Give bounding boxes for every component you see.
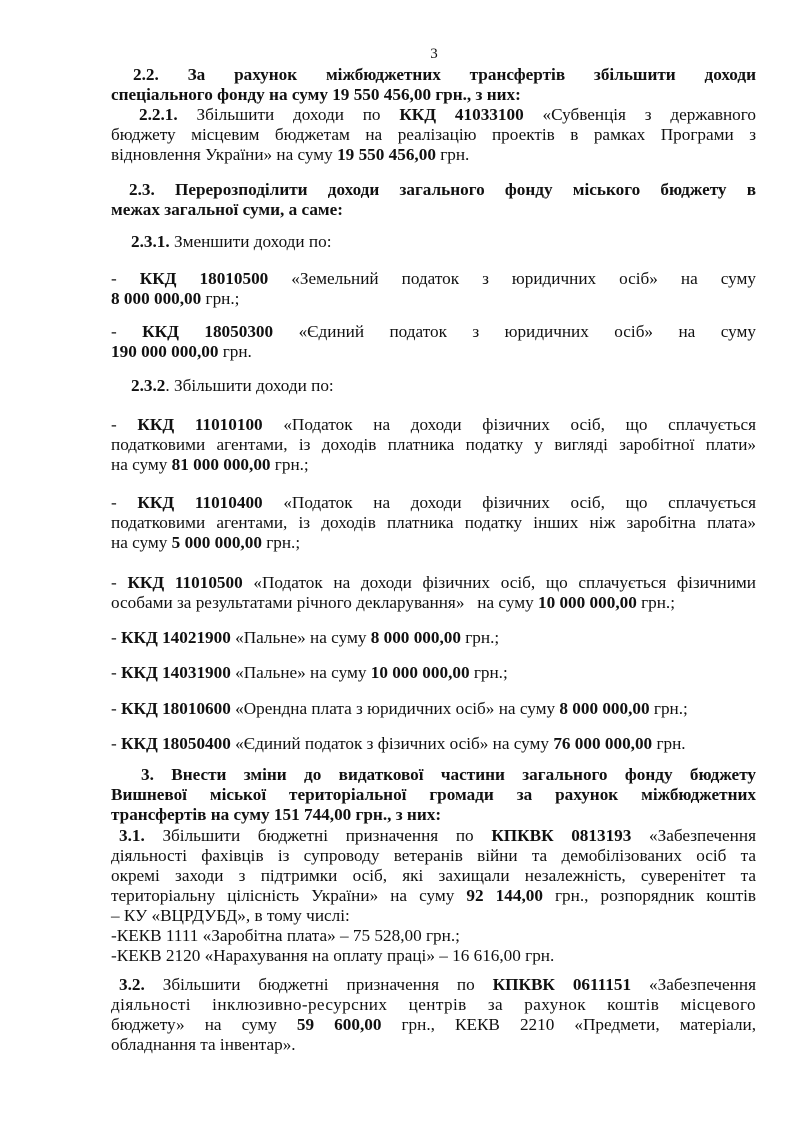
section-2-2-1 [111,105,756,165]
increase-item-2 [111,493,756,553]
section-2-2-1-number: 2.2.1. [139,105,178,124]
text-fragment: «Забезпечення [631,826,756,845]
increase-item-4 [111,628,756,648]
text-fragment: бюджету» на суму [111,1015,297,1034]
kkd-code: ККД 41033100 [399,105,524,124]
text-fragment: грн.; [649,699,688,718]
section-3-1-number: 3.1. [119,826,145,845]
text-fragment: на суму [111,455,172,474]
text-fragment: «Субвенція з державного [523,105,756,124]
text-fragment: Збільшити бюджетні призначення по [144,975,493,994]
section-2-3-1 [111,232,756,252]
dash: - [111,322,143,341]
text-fragment: на суму [111,533,172,552]
amount: 19 550 456,00 [337,145,436,164]
text-fragment: відновлення України» на суму [111,145,338,164]
kkd-code: ККД 18050400 [121,734,231,753]
amount: 190 000 000,00 [111,342,219,361]
dash: - [111,734,122,753]
dash: - [111,699,122,718]
increase-item-3-line-1 [111,573,756,593]
text-fragment: грн., КЕКВ 2210 «Предмети, матеріали, [381,1015,757,1034]
dash: - [111,269,140,288]
text-fragment: грн. [435,145,470,164]
section-2-3-1-number: 2.3.1. [131,232,170,251]
section-3-line-1: 3. Внести зміни до видаткової частини загального фонду бюджету [141,765,756,784]
section-3-1-line-4 [111,886,756,906]
section-3-2-line-4: обладнання та інвентар». [111,1035,296,1054]
dash: - [111,663,122,682]
dash: - [111,415,138,434]
text-fragment: «Єдиний податок з фізичних осіб» на суму [230,734,554,753]
section-2-3-2-text: . Збільшити доходи по: [165,376,334,395]
text-fragment: грн. [652,734,686,753]
kkd-code: ККД 11010100 [137,415,263,434]
section-2-2-1-line-3 [111,145,756,165]
increase-item-1-line-3 [111,455,756,475]
text-fragment: «Податок на доходи фізичних осіб, що сплачується [262,493,756,512]
text-fragment: грн., розпорядник коштів [542,886,757,905]
text-fragment: «Земельний податок з юридичних осіб» на суму [268,269,756,288]
text-fragment: «Єдиний податок з юридичних осіб» на суму [273,322,756,341]
kkd-code: ККД 18050300 [142,322,274,341]
kpkvk-code: КПКВК 0813193 [491,826,632,845]
kkd-code: ККД 14031900 [121,663,231,682]
section-2-2-1-line-1 [111,105,756,125]
text-fragment: «Пальне» на суму [230,628,371,647]
amount: 8 000 000,00 [559,699,650,718]
page-number: 3 [430,46,438,62]
dash: - [111,493,138,512]
section-3-2 [111,975,756,1055]
text-fragment: територіальну цілісність України» на суму [111,886,467,905]
text-fragment: «Пальне» на суму [230,663,371,682]
section-3-line-3: трансфертів на суму 151 744,00 грн., з них: [111,805,442,824]
section-3-1 [111,826,756,966]
text-fragment: грн.; [201,289,240,308]
amount: 92 144,00 [466,886,543,905]
amount: 76 000 000,00 [553,734,653,753]
amount: 59 600,00 [296,1015,382,1034]
amount: 8 000 000,00 [111,289,202,308]
increase-item-1 [111,415,756,475]
section-2-3-line-2: межах загальної суми, а саме: [111,200,343,219]
section-3-2-line-3 [111,1015,756,1035]
amount: 8 000 000,00 [370,628,461,647]
section-3-2-line-1 [111,975,756,995]
text-fragment: Збільшити доходи по [177,105,400,124]
text-fragment: особами за результатами річного декларування» на суму [111,593,538,612]
text-fragment: «Податок на доходи фізичних осіб, що сплачується фізичними [242,573,756,592]
increase-item-6 [111,699,756,719]
section-2-3-2 [111,376,756,396]
section-2-3-1-text: Зменшити доходи по: [169,232,332,251]
text-fragment: грн.; [270,455,309,474]
decrease-item-2-line-1 [111,322,756,342]
kkd-code: ККД 18010600 [121,699,231,718]
section-3-line-2: Вишневої міської територіальної громади за рахунок міжбюджетних [111,785,756,804]
section-2-2-heading [111,65,756,105]
increase-item-3 [111,573,756,613]
amount: 81 000 000,00 [171,455,271,474]
text-fragment: грн.; [460,628,500,647]
increase-item-1-line-2: податковими агентами, із доходів платника податку у вигляді заробітної плати» [111,435,756,454]
section-3-1-line-1 [111,826,756,846]
text-fragment: «Забезпечення [631,975,756,994]
section-3-1-line-3: окремі заходи з підтримки осіб, які захищали незалежність, суверенітет та [111,866,756,885]
increase-item-2-line-2: податковими агентами, із доходів платника податку інших ніж заробітна плата» [111,513,756,532]
decrease-item-2-line-2 [111,342,756,362]
text-fragment: Збільшити бюджетні призначення по [144,826,492,845]
decrease-item-1-line-2 [111,289,756,309]
kpkvk-code: КПКВК 0611151 [492,975,632,994]
amount: 10 000 000,00 [537,593,637,612]
text-fragment: грн. [218,342,252,361]
text-fragment: «Орендна плата з юридичних осіб» на суму [230,699,560,718]
increase-item-2-line-1 [111,493,756,513]
section-2-3-line-1: 2.3. Перерозподілити доходи загального фонду міського бюджету в [129,180,756,199]
kkd-code: ККД 14021900 [121,628,231,647]
section-3-2-line-2: діяльності інклюзивно-ресурсних центрів за рахунок коштів місцевого [111,995,756,1014]
section-2-3-2-number: 2.3.2 [131,376,166,395]
amount: 10 000 000,00 [370,663,470,682]
section-3-1-line-7: -КЕКВ 2120 «Нарахування на оплату праці» – 16 616,00 грн. [111,946,555,965]
dash: - [111,573,128,592]
decrease-item-1 [111,269,756,309]
decrease-item-2 [111,322,756,362]
text-fragment: грн.; [636,593,676,612]
section-3-1-line-2: діяльності фахівців із супроводу ветеранів війни та демобілізованих осіб та [111,846,756,865]
section-2-2-1-line-2: бюджету місцевим бюджетам на реалізацію проектів в рамках Програми з [111,125,756,144]
section-3-2-number: 3.2. [119,975,145,994]
increase-item-7 [111,734,756,754]
increase-item-1-line-1 [111,415,756,435]
section-3-1-line-5: – КУ «ВЦРДУБД», в тому числі: [111,906,350,925]
increase-item-5 [111,663,756,683]
increase-item-3-line-2 [111,593,756,613]
kkd-code: ККД 18010500 [139,269,269,288]
decrease-item-1-line-1 [111,269,756,289]
text-fragment: грн.; [261,533,301,552]
section-3-heading [111,765,756,825]
section-2-2-line-1: 2.2. За рахунок міжбюджетних трансфертів збільшити доходи [133,65,756,84]
dash: - [111,628,122,647]
text-fragment: грн.; [469,663,508,682]
text-fragment: «Податок на доходи фізичних осіб, що сплачується [262,415,756,434]
section-2-3-heading [111,180,756,220]
kkd-code: ККД 11010500 [127,573,243,592]
section-3-1-line-6: -КЕКВ 1111 «Заробітна плата» – 75 528,00 грн.; [111,926,460,945]
section-2-2-line-2: спеціального фонду на суму 19 550 456,00 грн., з них: [111,85,521,104]
amount: 5 000 000,00 [171,533,262,552]
kkd-code: ККД 11010400 [137,493,263,512]
increase-item-2-line-3 [111,533,756,553]
